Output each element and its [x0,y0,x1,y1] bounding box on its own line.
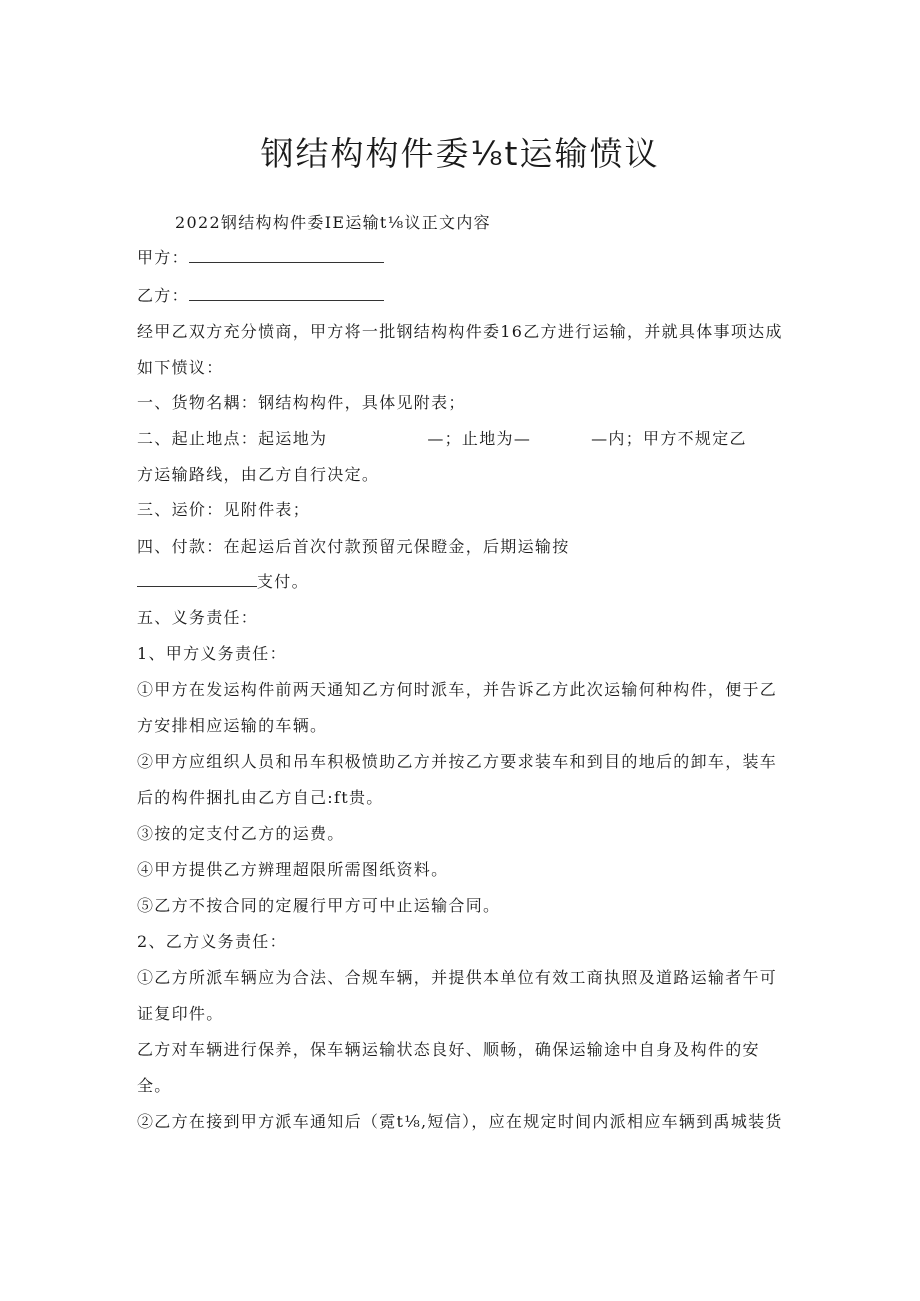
route-dest-text: —；止地为— [427,429,532,448]
party-b-duty-1-line-1: ①乙方所派车辆应为合法、合规车辆，并提供本单位有效工商执照及道路运输者午可 [137,968,778,987]
document-subtitle: 2022钢结构构件委IE运输t⅛议正文内容 [175,213,491,232]
party-a-duty-1-line-1: ①甲方在发运构件前两天通知乙方何时派车，并告诉乙方此次运输何种构件，便于乙 [137,680,778,699]
party-b-label: 乙方： [137,286,189,305]
document-title: 钢结构构件委⅛t运输愤议 [260,134,660,173]
intro-line-2: 如下愤议： [137,358,224,377]
clause-duties: 五、义务责任： [137,608,259,627]
section-party-a-duties: 1、甲方义务责任： [137,644,287,663]
party-a-line [137,245,384,268]
clause-payment-cont [137,569,309,592]
party-b-line [137,283,384,306]
party-b-duty-1-line-4: 全。 [137,1076,172,1095]
payment-blank [137,572,257,587]
clause-route-cont: 方运输路线，由乙方自行决定。 [137,465,380,484]
party-b-duty-1-line-2: 证复印件。 [137,1004,224,1023]
intro-line-1: 经甲乙双方充分愤商，甲方将一批钢结构构件委16乙方进行运输，并就具体事项达成 [137,322,783,341]
payment-suffix: 支付。 [257,572,309,591]
party-a-duty-4: ④甲方提供乙方辨理超限所需图纸资料。 [137,860,449,879]
party-a-duty-1-line-2: 方安排相应运输的车辆。 [137,716,328,735]
route-origin-text: 二、起止地点：起运地为 [137,429,328,448]
party-a-duty-2-line-2: 后的构件捆扎由乙方自己:ft贵。 [137,788,384,807]
party-b-duty-2-line-1: ②乙方在接到甲方派车通知后（霓t⅛,短信），应在规定时间内派相应车辆到禹城装货 [137,1112,783,1131]
party-a-duty-5: ⑤乙方不按合同的定履行甲方可中止运输合同。 [137,896,501,915]
clause-goods: 一、货物名耦：钢结构构件，具体见附表； [137,393,466,412]
clause-price: 三、运价：见附件表； [137,500,311,519]
party-b-blank [189,286,384,301]
section-party-b-duties: 2、乙方义务责任： [137,932,287,951]
party-a-duty-3: ③按的定支付乙方的运费。 [137,824,345,843]
party-a-duty-2-line-1: ②甲方应组织人员和吊车积极愤助乙方并按乙方要求装车和到目的地后的卸车，装车 [137,752,778,771]
party-a-blank [189,248,384,263]
party-b-duty-1-line-3: 乙方对车辆进行保养，保车辆运输状态良好、顺畅，确保运输途中自身及构件的安 [137,1040,760,1059]
clause-payment: 四、付款：在起运后首次付款预留元保瞪金，后期运输按 [137,537,570,556]
party-a-label: 甲方： [137,248,189,267]
clause-route [137,426,747,449]
route-note-text: —内；甲方不规定乙 [591,429,747,448]
